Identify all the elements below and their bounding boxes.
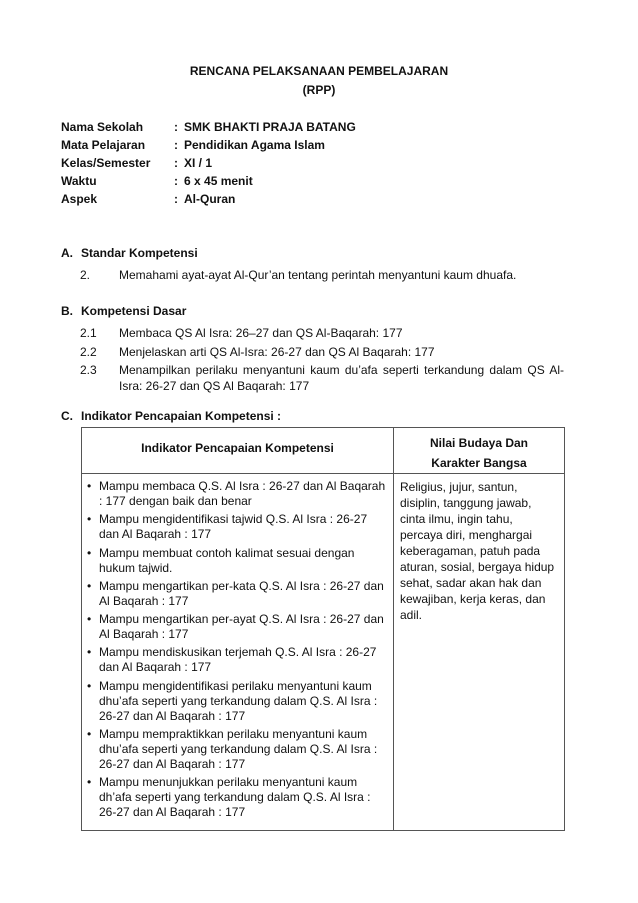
item-text: Memahami ayat-ayat Al-Qur’an tentang perintah menyantuni kaum dhuafa. bbox=[119, 268, 517, 282]
section-letter: C. bbox=[61, 409, 73, 423]
document-title: RENCANA PELAKSANAAN PEMBELAJARAN bbox=[189, 64, 449, 78]
info-value: 6 x 45 menit bbox=[184, 174, 253, 188]
list-item: • Mampu mengidentifikasi perilaku menyantuni kaum dhu’afa seperti yang terkandung dalam Q.S. Al Isra : 26-27 dan Al Baqarah : 177 bbox=[86, 679, 389, 724]
column-header-indicator: Indikator Pencapaian Kompetensi bbox=[82, 428, 394, 474]
info-row-aspect bbox=[61, 190, 356, 208]
section-b-heading bbox=[61, 303, 186, 319]
info-value: Al-Quran bbox=[184, 192, 236, 206]
section-letter: A. bbox=[61, 246, 73, 260]
info-value: SMK BHAKTI PRAJA BATANG bbox=[184, 120, 356, 134]
list-item: • Mampu membuat contoh kalimat sesuai dengan hukum tajwid. bbox=[86, 546, 389, 576]
basic-competency-item bbox=[80, 325, 564, 341]
table-row bbox=[82, 474, 565, 831]
info-row-class bbox=[61, 154, 356, 172]
section-a-heading bbox=[61, 245, 198, 261]
indicator-table bbox=[81, 427, 565, 831]
indicator-list bbox=[86, 479, 389, 820]
info-row-time bbox=[61, 172, 356, 190]
indicator-cell bbox=[82, 474, 394, 831]
info-separator: : bbox=[174, 138, 178, 152]
item-text: Membaca QS Al Isra: 26–27 dan QS Al-Baqarah: 177 bbox=[119, 326, 403, 340]
basic-competency-item bbox=[80, 344, 564, 360]
info-label: Waktu bbox=[61, 174, 97, 188]
section-title: Kompetensi Dasar bbox=[81, 304, 187, 318]
item-number: 2.3 bbox=[80, 363, 97, 377]
info-separator: : bbox=[174, 174, 178, 188]
column-header-line: Karakter Bangsa bbox=[431, 456, 527, 470]
document-subtitle: (RPP) bbox=[302, 83, 336, 97]
basic-competency-item bbox=[80, 362, 564, 394]
info-row-subject bbox=[61, 136, 356, 154]
item-number: 2. bbox=[80, 268, 91, 282]
list-item: • Mampu menunjukkan perilaku menyantuni kaum dh’afa seperti yang terkandung dalam Q.S. Al Isra : 26-27 dan Al Baqarah : 177 bbox=[86, 775, 389, 820]
character-values-cell: Religius, jujur, santun, disiplin, tanggung jawab, cinta ilmu, ingin tahu, percaya diri, menghargai keberagaman, patuh pada aturan, sosial, bergaya hidup sehat, sadar akan hak dan kewajiban, kerja keras, dan adil. bbox=[394, 474, 565, 831]
list-item: • Mampu mengartikan per-kata Q.S. Al Isra : 26-27 dan Al Baqarah : 177 bbox=[86, 579, 389, 609]
info-label: Aspek bbox=[61, 192, 98, 206]
info-value: XI / 1 bbox=[184, 156, 213, 170]
item-text: Menampilkan perilaku menyantuni kaum du’afa seperti terkandung dalam QS Al-Isra: 26-27 dan QS Al Baqarah: 177 bbox=[119, 363, 564, 393]
info-separator: : bbox=[174, 192, 178, 206]
info-label: Mata Pelajaran bbox=[61, 138, 146, 152]
info-value: Pendidikan Agama Islam bbox=[184, 138, 325, 152]
table-header-row bbox=[82, 428, 565, 474]
section-letter: B. bbox=[61, 304, 73, 318]
list-item: • Mampu membaca Q.S. Al Isra : 26-27 dan Al Baqarah : 177 dengan baik dan benar bbox=[86, 479, 389, 509]
item-number: 2.2 bbox=[80, 345, 97, 359]
list-item: • Mampu mengidentifikasi tajwid Q.S. Al Isra : 26-27 dan Al Baqarah : 177 bbox=[86, 512, 389, 542]
identity-block bbox=[61, 118, 356, 208]
list-item: • Mampu mempraktikkan perilaku menyantuni kaum dhu’afa seperti yang terkandung dalam Q.S. Al Isra : 26-27 dan Al Baqarah : 177 bbox=[86, 727, 389, 772]
column-header-line: Nilai Budaya Dan bbox=[429, 436, 529, 450]
column-header-values bbox=[394, 428, 565, 474]
section-c-heading bbox=[61, 408, 281, 424]
item-text: Menjelaskan arti QS Al-Isra: 26-27 dan QS Al Baqarah: 177 bbox=[119, 345, 435, 359]
info-separator: : bbox=[174, 120, 178, 134]
info-label: Kelas/Semester bbox=[61, 156, 151, 170]
standard-item bbox=[80, 267, 564, 283]
list-item: • Mampu mengartikan per-ayat Q.S. Al Isra : 26-27 dan Al Baqarah : 177 bbox=[86, 612, 389, 642]
info-separator: : bbox=[174, 156, 178, 170]
item-number: 2.1 bbox=[80, 326, 97, 340]
list-item: • Mampu mendiskusikan terjemah Q.S. Al Isra : 26-27 dan Al Baqarah : 177 bbox=[86, 645, 389, 675]
info-row-school bbox=[61, 118, 356, 136]
section-title: Indikator Pencapaian Kompetensi : bbox=[81, 409, 282, 423]
section-title: Standar Kompetensi bbox=[81, 246, 198, 260]
info-label: Nama Sekolah bbox=[61, 120, 144, 134]
